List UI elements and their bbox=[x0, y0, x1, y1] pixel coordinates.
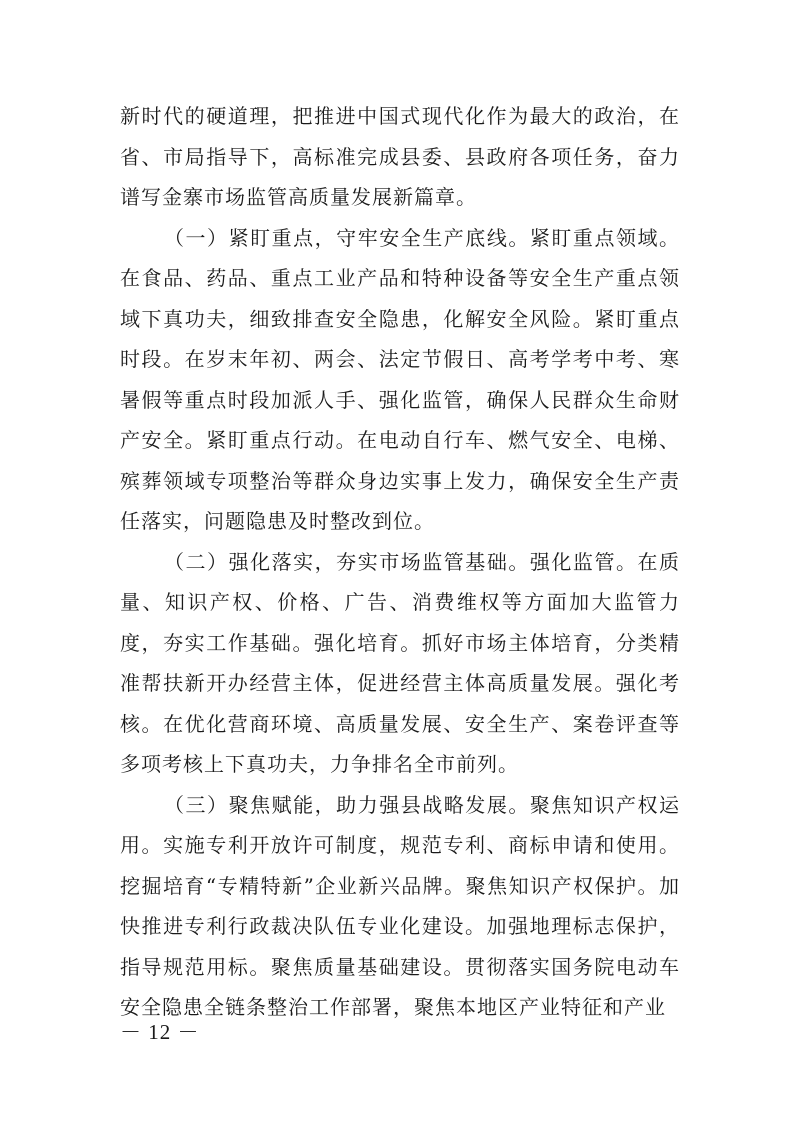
paragraph-text: 聚焦知识产权运用。实施专利开放许可制度，规范专利、商标申请和使用。挖掘培育“专精特新”企业新兴品牌。聚焦知识产权保护。加快推进专利行政裁决队伍专业化建设。加强地理标志保护，指导规范用标。聚焦质量基础建设。贯彻落实国务院电动车安全隐患全链条整治工作部署，聚焦本地区产业特征和产业 bbox=[120, 792, 681, 1019]
document-body bbox=[120, 96, 680, 1028]
page-number: － 12 － bbox=[120, 1020, 200, 1044]
paragraph-text: 新时代的硬道理，把推进中国式现代化作为最大的政治，在省、市局指导下，高标准完成县委、县政府各项任务，奋力谱写金寨市场监管高质量发展新篇章。 bbox=[120, 104, 680, 209]
paragraph-text: 强化监管。在质量、知识产权、价格、广告、消费维权等方面加大监管力度，夯实工作基础。强化培育。抓好市场主体培育，分类精准帮扶新开办经营主体，促进经营主体高质量发展。强化考核。在优化营商环境、高质量发展、安全生产、案卷评查等多项考核上下真功夫，力争排名全市前列。 bbox=[120, 549, 681, 776]
paragraph-empowerment bbox=[120, 785, 680, 1028]
section-heading-two: （二）强化落实，夯实市场监管基础。 bbox=[164, 549, 530, 574]
section-heading-three: （三）聚焦赋能，助力强县战略发展。 bbox=[164, 792, 530, 817]
paragraph-text: 紧盯重点领域。在食品、药品、重点工业产品和特种设备等安全生产重点领域下真功夫，细致排查安全隐患，化解安全风险。紧盯重点时段。在岁末年初、两会、法定节假日、高考学考中考、寒暑假等重点时段加派人手、强化监管，确保人民群众生命财产安全。紧盯重点行动。在电动自行车、燃气安全、电梯、殡葬领域专项整治等群众身边实事上发力，确保安全生产责任落实，问题隐患及时整改到位。 bbox=[120, 225, 681, 533]
paragraph-safety bbox=[120, 218, 680, 542]
paragraph-supervision bbox=[120, 542, 680, 785]
section-heading-one: （一）紧盯重点，守牢安全生产底线。 bbox=[164, 225, 530, 250]
paragraph-continuation bbox=[120, 96, 680, 218]
